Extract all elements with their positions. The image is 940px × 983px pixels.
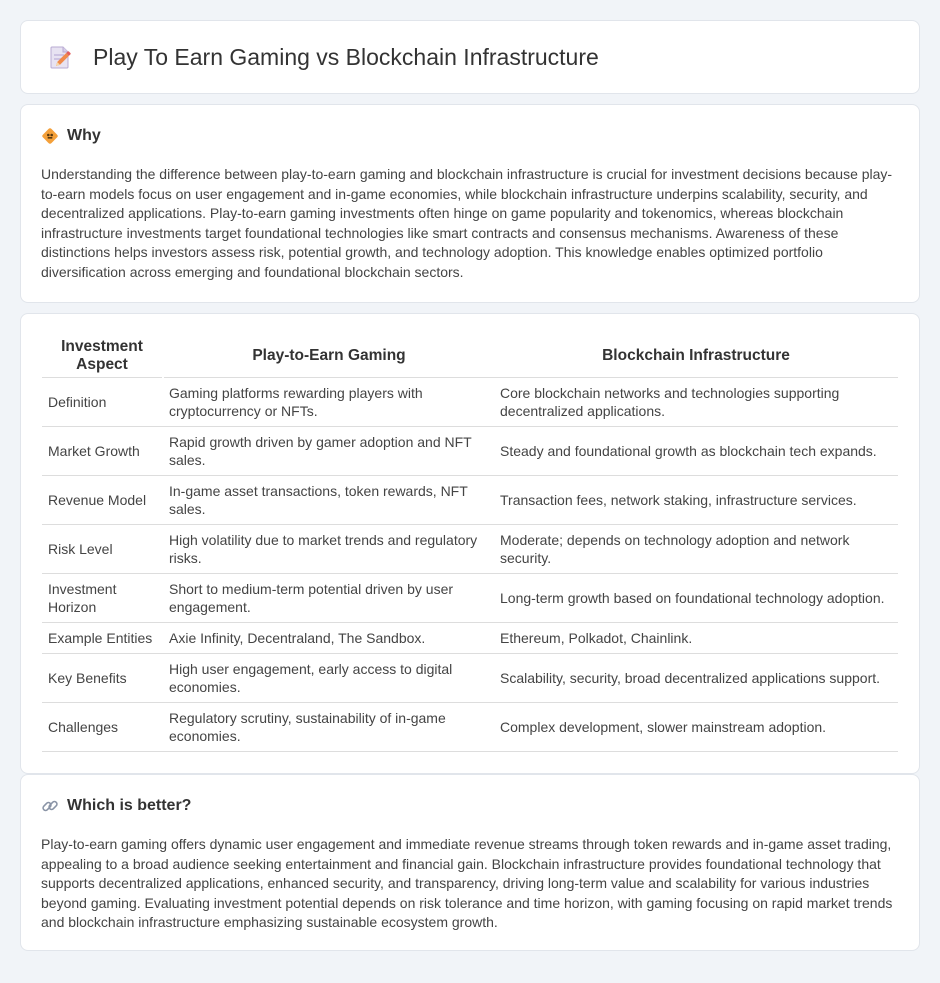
table-row (42, 653, 898, 702)
why-text: Understanding the difference between play-to-earn gaming and blockchain infrastructure is crucial for investment decisions because play-to-earn models focus on user engagement and in-game economies, while blockchain infrastructure underpins scalability, security, and decentralized applications. Play-to-earn gaming investments often hinge on game popularity and tokenomics, whereas blockchain infrastructure investments target foundational technologies like smart contracts and consensus mechanisms. Awareness of these distinctions helps investors assess risk, potential growth, and technology adoption. This knowledge enables optimized portfolio diversification across emerging and foundational blockchain sectors. (41, 166, 893, 280)
header-play-to-earn: Play-to-Earn Gaming (163, 335, 494, 377)
which-is-better-section (20, 774, 920, 951)
row-aspect: Investment Horizon (42, 573, 163, 622)
row-blockchain: Steady and foundational growth as blockchain tech expands. (494, 426, 898, 475)
row-aspect: Revenue Model (42, 475, 163, 524)
table-header-row (42, 335, 898, 377)
row-play-to-earn: Axie Infinity, Decentraland, The Sandbox. (163, 622, 494, 653)
table-row (42, 524, 898, 573)
why-section (20, 104, 920, 303)
row-aspect: Example Entities (42, 622, 163, 653)
title-card (20, 20, 920, 94)
row-aspect: Key Benefits (42, 653, 163, 702)
better-heading-row (41, 797, 899, 815)
document-pencil-icon (45, 42, 75, 72)
row-blockchain: Complex development, slower mainstream adoption. (494, 702, 898, 751)
better-heading: Which is better? (67, 797, 192, 814)
table-row (42, 573, 898, 622)
row-blockchain: Ethereum, Polkadot, Chainlink. (494, 622, 898, 653)
comparison-table-card (20, 313, 920, 774)
table-row (42, 702, 898, 751)
table-row (42, 426, 898, 475)
header-aspect: Investment Aspect (42, 335, 163, 377)
row-blockchain: Scalability, security, broad decentralized applications support. (494, 653, 898, 702)
comparison-table (42, 335, 898, 752)
row-aspect: Challenges (42, 702, 163, 751)
row-play-to-earn: Regulatory scrutiny, sustainability of in-game economies. (163, 702, 494, 751)
table-row (42, 622, 898, 653)
row-blockchain: Transaction fees, network staking, infrastructure services. (494, 475, 898, 524)
page-title: Play To Earn Gaming vs Blockchain Infrastructure (93, 43, 599, 70)
row-aspect: Risk Level (42, 524, 163, 573)
row-blockchain: Long-term growth based on foundational technology adoption. (494, 573, 898, 622)
row-blockchain: Moderate; depends on technology adoption and network security. (494, 524, 898, 573)
better-text: Play-to-earn gaming offers dynamic user engagement and immediate revenue streams through token rewards and in-game asset trading, appealing to a broad audience seeking entertainment and financial gain. Blockchain infrastructure provides foundational technology that supports decentralized applications, enhanced security, and transparency, driving long-term value and scalability for various industries beyond gaming. Evaluating investment potential depends on risk tolerance and time horizon, with gaming focusing on rapid market trends and blockchain infrastructure emphasizing sustainable ecosystem growth. (41, 836, 893, 930)
row-aspect: Definition (42, 377, 163, 426)
row-blockchain: Core blockchain networks and technologies supporting decentralized applications. (494, 377, 898, 426)
header-blockchain-infrastructure: Blockchain Infrastructure (494, 335, 898, 377)
diamond-sign-icon (41, 127, 59, 145)
why-heading-row (41, 127, 899, 145)
row-play-to-earn: Short to medium-term potential driven by user engagement. (163, 573, 494, 622)
row-play-to-earn: Rapid growth driven by gamer adoption and NFT sales. (163, 426, 494, 475)
row-play-to-earn: Gaming platforms rewarding players with cryptocurrency or NFTs. (163, 377, 494, 426)
row-play-to-earn: High user engagement, early access to digital economies. (163, 653, 494, 702)
row-play-to-earn: High volatility due to market trends and regulatory risks. (163, 524, 494, 573)
why-heading: Why (67, 127, 101, 144)
link-icon (41, 797, 59, 815)
row-play-to-earn: In-game asset transactions, token rewards, NFT sales. (163, 475, 494, 524)
table-row (42, 377, 898, 426)
row-aspect: Market Growth (42, 426, 163, 475)
table-row (42, 475, 898, 524)
